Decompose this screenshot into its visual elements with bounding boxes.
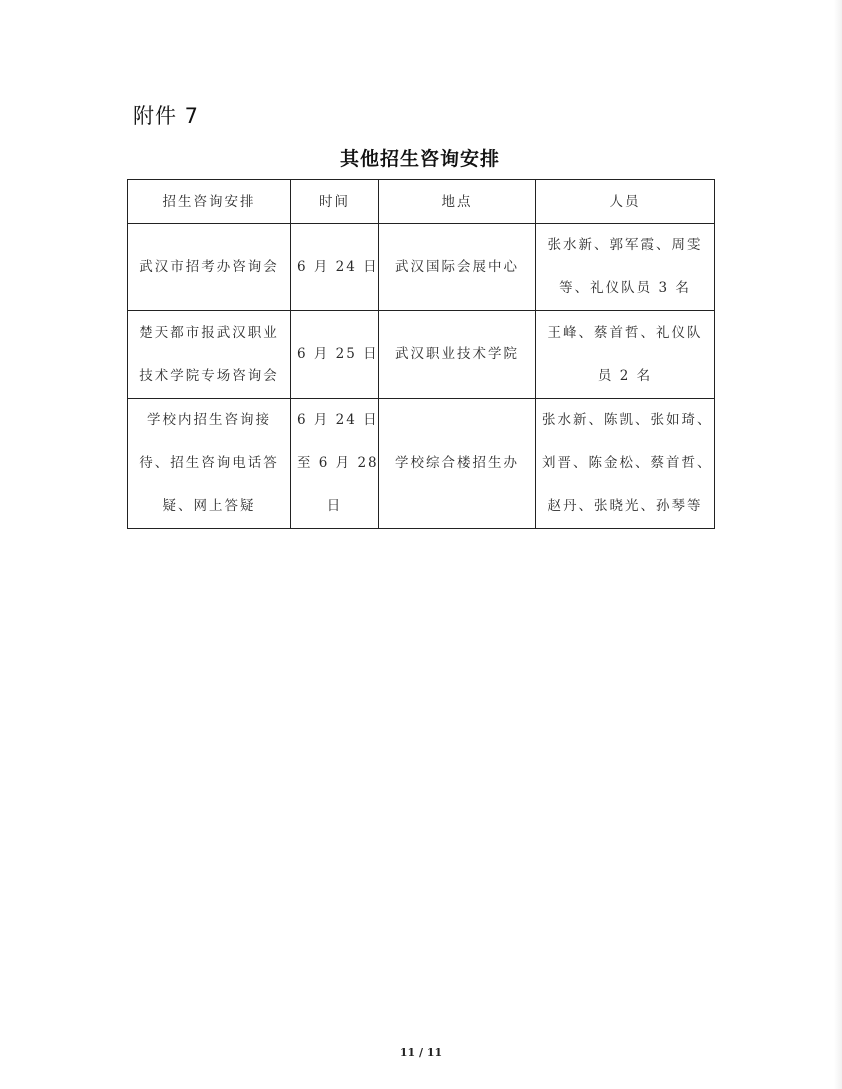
cell-arrangement <box>128 399 291 529</box>
cell-time <box>291 311 379 399</box>
cell-text: 等、礼仪队员 3 名 <box>559 280 691 296</box>
cell-text: 至 6 月 28 <box>297 455 379 471</box>
header-time: 时间 <box>291 180 379 224</box>
page-number: 11 / 11 <box>399 1046 443 1059</box>
cell-staff <box>536 399 715 529</box>
cell-text: 张水新、陈凯、张如琦、 <box>542 412 713 428</box>
cell-text: 学校综合楼招生办 <box>395 455 519 471</box>
cell-text: 张水新、郭军霞、周雯 <box>547 237 703 253</box>
cell-staff <box>536 224 715 311</box>
cell-location <box>379 224 536 311</box>
cell-time <box>291 224 379 311</box>
header-arrangement: 招生咨询安排 <box>128 180 291 224</box>
header-location: 地点 <box>379 180 536 224</box>
cell-text: 日 <box>326 498 343 514</box>
header-staff: 人员 <box>536 180 715 224</box>
cell-text: 赵丹、张晓光、孙琴等 <box>547 498 703 514</box>
document-title: 其他招生咨询安排 <box>339 148 500 170</box>
cell-staff <box>536 311 715 399</box>
cell-text: 学校内招生咨询接 <box>147 412 271 428</box>
cell-text: 技术学院专场咨询会 <box>139 367 279 384</box>
cell-text: 楚天都市报武汉职业 <box>139 324 279 341</box>
cell-text: 待、招生咨询电话答 <box>139 455 279 471</box>
cell-text: 员 2 名 <box>597 367 653 384</box>
cell-text: 武汉市招考办咨询会 <box>139 258 279 275</box>
cell-location <box>379 311 536 399</box>
cell-text: 刘晋、陈金松、蔡首哲、 <box>542 455 713 471</box>
table-row <box>128 224 715 311</box>
cell-text: 武汉职业技术学院 <box>395 346 519 362</box>
table-row <box>128 311 715 399</box>
cell-arrangement <box>128 224 291 311</box>
cell-time <box>291 399 379 529</box>
attachment-label: 附件 7 <box>133 104 200 128</box>
consultation-schedule-table <box>127 179 715 529</box>
cell-text: 王峰、蔡首哲、礼仪队 <box>547 324 703 341</box>
cell-arrangement <box>128 311 291 399</box>
cell-text: 6 月 24 日 <box>297 258 379 275</box>
cell-text: 疑、网上答疑 <box>162 498 256 514</box>
page-edge-shadow <box>834 0 842 1089</box>
cell-text: 6 月 24 日 <box>297 412 379 428</box>
table-row <box>128 399 715 529</box>
table-header-row <box>128 180 715 224</box>
cell-location <box>379 399 536 529</box>
cell-text: 武汉国际会展中心 <box>395 258 519 275</box>
cell-text: 6 月 25 日 <box>297 346 379 362</box>
